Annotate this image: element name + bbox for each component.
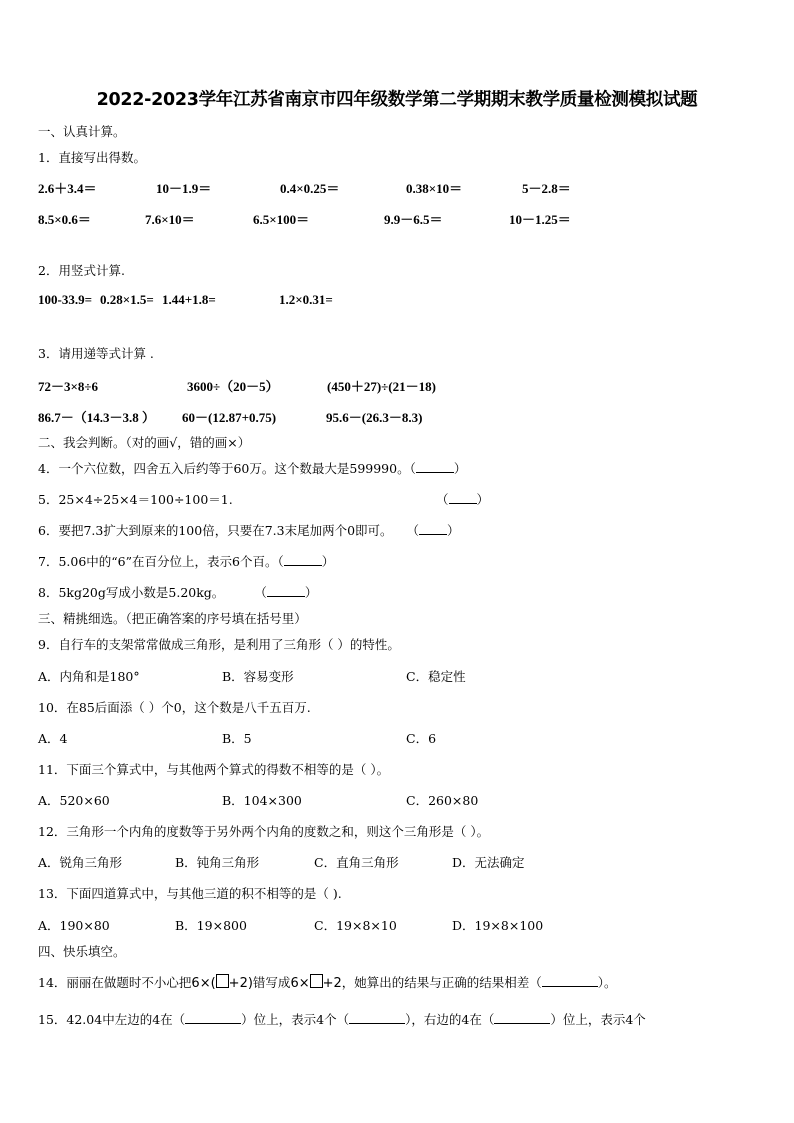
- q4-answer-blank[interactable]: [416, 460, 454, 473]
- q15-blank-2[interactable]: [349, 1011, 405, 1024]
- q15-line: 15．42.04中左边的4在（ ）位上，表示4个（ ），右边的4在（ ）位上，表示4个: [38, 1012, 646, 1027]
- q9-option-a[interactable]: A．内角和是180°: [38, 669, 140, 684]
- q5-line: [38, 490, 233, 508]
- q9-stem: 9．自行车的支架常常做成三角形，是利用了三角形（ ）的特性。: [38, 637, 400, 652]
- q12-option-c[interactable]: C．直角三角形: [314, 855, 399, 870]
- q1-r1-c3: 0.4×0.25＝: [280, 181, 340, 196]
- q6-answer-blank[interactable]: [419, 522, 447, 535]
- q3-label: 3．请用递等式计算 .: [38, 346, 154, 361]
- q11-option-c[interactable]: C．260×80: [406, 793, 479, 808]
- q3-r2-c2: 60－(12.87+0.75): [182, 410, 277, 425]
- q1-r2-c1: 8.5×0.6＝: [38, 212, 91, 227]
- q11-option-a[interactable]: A．520×60: [38, 793, 110, 808]
- section-3-heading: 三、精挑细选。（把正确答案的序号填在括号里）: [38, 611, 307, 626]
- q2-item-3: 1.44+1.8=: [162, 292, 216, 307]
- q2-item-1: 100-33.9=: [38, 292, 92, 307]
- q10-option-b[interactable]: B．5: [222, 731, 252, 746]
- q2-label: 2．用竖式计算.: [38, 263, 125, 278]
- q6-text: 6．要把7.3扩大到原来的100倍，只要在7.3末尾加两个0即可。: [38, 523, 393, 538]
- q2-item-4: 1.2×0.31=: [279, 292, 333, 307]
- q3-r1-c1: 72－3×8÷6: [38, 379, 99, 394]
- q3-r1-c2: 3600÷（20－5）: [187, 379, 279, 394]
- q9-option-c[interactable]: C．稳定性: [406, 669, 466, 684]
- q8-line: 8．5kg20g写成小数是5.20kg。 （ ）: [38, 585, 318, 600]
- q11-option-b[interactable]: B．104×300: [222, 793, 302, 808]
- q1-r2-c3: 6.5×100＝: [253, 212, 310, 227]
- q12-stem: 12．三角形一个内角的度数等于另外两个内角的度数之和，则这个三角形是（ ）。: [38, 824, 490, 839]
- q9-option-b[interactable]: B．容易变形: [222, 669, 294, 684]
- q10-option-a[interactable]: A．4: [38, 731, 68, 746]
- q3-r2-c3: 95.6－(26.3－8.3): [326, 410, 423, 425]
- section-2-heading: 二、我会判断。（对的画√，错的画×）: [38, 435, 251, 450]
- q11-stem: 11．下面三个算式中，与其他两个算式的得数不相等的是（ ）。: [38, 762, 390, 777]
- q2-item-2: 0.28×1.5=: [100, 292, 154, 307]
- q1-r2-c2: 7.6×10＝: [145, 212, 195, 227]
- q7-answer-blank[interactable]: [284, 553, 322, 566]
- q5-answer-blank[interactable]: [449, 491, 477, 504]
- q14-line: 14．丽丽在做题时不小心把6×( +2)错写成6× +2，她算出的结果与正确的结果相差（ ）。: [38, 975, 617, 991]
- q13-option-d[interactable]: D．19×8×100: [452, 918, 544, 933]
- q3-r1-c3: (450＋27)÷(21－18): [327, 379, 436, 394]
- q8-answer-blank[interactable]: [267, 584, 305, 597]
- q13-option-a[interactable]: A．190×80: [38, 918, 110, 933]
- q1-r2-c4: 9.9－6.5＝: [384, 212, 443, 227]
- q10-option-c[interactable]: C．6: [406, 731, 437, 746]
- q12-option-b[interactable]: B．钝角三角形: [175, 855, 260, 870]
- q5-text: 5．25×4÷25×4＝100÷100＝1.: [38, 492, 233, 507]
- q14-expression-correct: 6×( +2): [191, 976, 253, 991]
- q6-line: 6．要把7.3扩大到原来的100倍，只要在7.3末尾加两个0即可。 （ ）: [38, 523, 460, 538]
- q1-label: 1．直接写出得数。: [38, 150, 146, 165]
- q3-r2-c1: 86.7－（14.3－3.8 ）: [38, 410, 156, 425]
- q15-blank-1[interactable]: [185, 1011, 241, 1024]
- q14-box-1: [216, 974, 229, 988]
- q10-stem: 10．在85后面添（ ）个0，这个数是八千五百万.: [38, 700, 311, 715]
- page-title: 2022-2023学年江苏省南京市四年级数学第二学期期末教学质量检测模拟试题: [96, 90, 698, 110]
- q5-answer: （ ）: [436, 492, 490, 507]
- q14-box-2: [310, 974, 323, 988]
- q7-line: 7．5.06中的“6”在百分位上，表示6个百。（ ）: [38, 554, 335, 569]
- q1-r1-c4: 0.38×10＝: [406, 181, 463, 196]
- section-1-heading: 一、认真计算。: [38, 124, 126, 139]
- q13-option-c[interactable]: C．19×8×10: [314, 918, 397, 933]
- q12-option-d[interactable]: D．无法确定: [452, 855, 525, 870]
- q7-text: 7．5.06中的“6”在百分位上，表示6个百。: [38, 554, 278, 569]
- q1-r2-c5: 10－1.25＝: [509, 212, 571, 227]
- q12-option-a[interactable]: A．锐角三角形: [38, 855, 123, 870]
- section-4-heading: 四、快乐填空。: [38, 944, 126, 959]
- q14-answer-blank[interactable]: [542, 974, 598, 987]
- q15-blank-3[interactable]: [494, 1011, 550, 1024]
- q4-line: 4．一个六位数，四舍五入后约等于60万。这个数最大是599990。（ ）: [38, 461, 467, 476]
- q1-r1-c1: 2.6＋3.4＝: [38, 181, 97, 196]
- q13-stem: 13．下面四道算式中，与其他三道的积不相等的是（ ).: [38, 886, 342, 901]
- q8-text: 8．5kg20g写成小数是5.20kg。: [38, 585, 225, 600]
- q4-text: 4．一个六位数，四舍五入后约等于60万。这个数最大是599990。: [38, 461, 410, 476]
- q13-option-b[interactable]: B．19×800: [175, 918, 247, 933]
- q14-expression-wrong: 6× +2: [290, 976, 342, 991]
- q1-r1-c2: 10－1.9＝: [156, 181, 212, 196]
- q1-r1-c5: 5－2.8＝: [522, 181, 571, 196]
